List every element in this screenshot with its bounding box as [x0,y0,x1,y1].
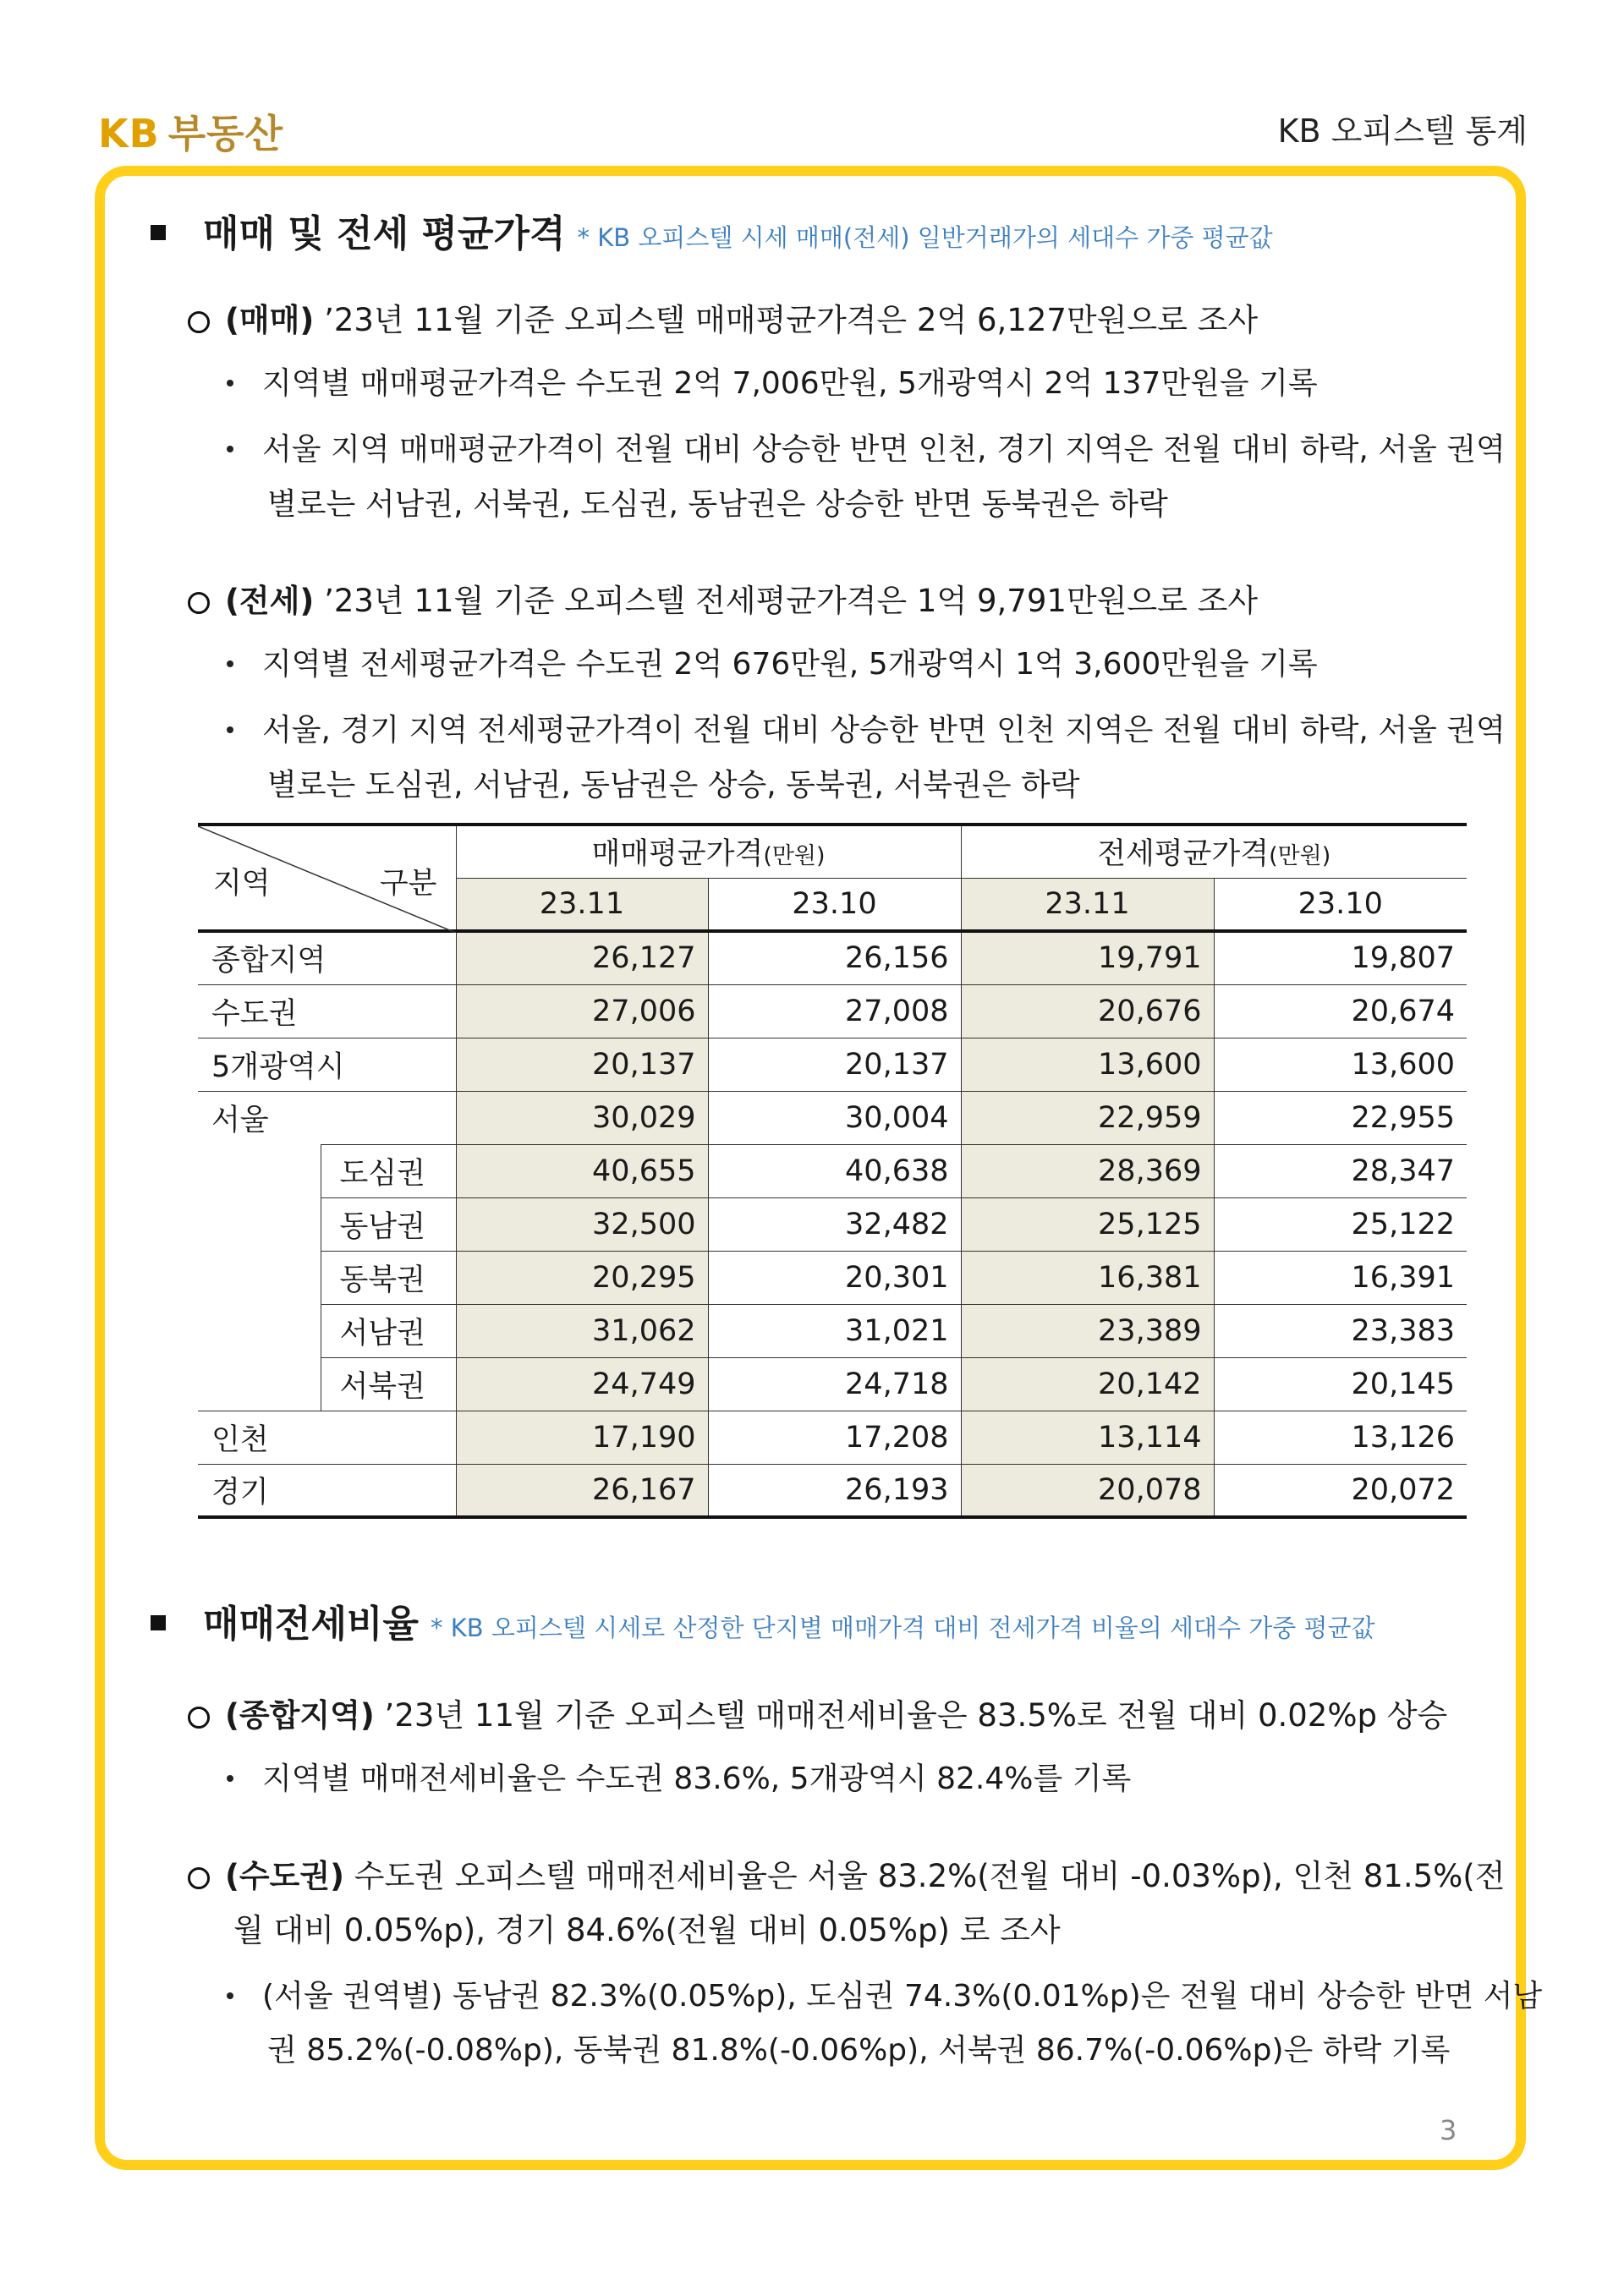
sale-tag: (매매) [225,302,315,338]
dot-bullet-icon [227,380,233,386]
table-row [198,1251,1467,1304]
value-cell: 20,676 [961,984,1214,1038]
section-price-heading [151,203,1273,257]
header-sale-unit: (만원) [763,843,826,870]
logo-kb: KB [98,111,160,156]
value-cell: 32,482 [708,1197,961,1251]
value-cell: 13,600 [961,1038,1214,1091]
sale-bullet-2-line1: 서울 지역 매매평균가격이 전월 대비 상승한 반면 인천, 경기 지역은 전월 대비 하락, 서울 권역 [262,432,1506,467]
jeonse-bullet-1 [227,640,1318,683]
logo-text: 부동산 [167,111,284,156]
table-row [198,1411,1467,1464]
table-row [198,1197,1467,1251]
value-cell: 24,749 [456,1357,708,1411]
value-cell: 28,347 [1214,1144,1467,1197]
value-cell: 20,078 [961,1464,1214,1517]
region-cell: 5개광역시 [198,1038,456,1091]
section-price-note: * KB 오피스텔 시세 매매(전세) 일반거래가의 세대수 가중 평균값 [577,223,1273,252]
value-cell: 23,389 [961,1304,1214,1357]
value-cell: 19,791 [961,931,1214,984]
dot-bullet-icon [227,446,233,452]
table-row [198,1464,1467,1517]
subregion-cell: 동북권 [321,1251,456,1304]
indent-cell [198,1197,321,1251]
value-cell: 20,301 [708,1251,961,1304]
table-body [198,931,1467,1517]
jeonse-bullet-2-line1: 서울, 경기 지역 전세평균가격이 전월 대비 상승한 반면 인천 지역은 전월 대비 하락, 서울 권역 [262,713,1506,748]
ratio-total-bullet-1 [227,1755,1131,1798]
indent-cell [198,1251,321,1304]
value-cell: 13,126 [1214,1411,1467,1464]
subregion-cell: 동남권 [321,1197,456,1251]
circle-bullet-icon [188,1707,210,1729]
region-cell: 인천 [198,1411,456,1464]
header-period: 23.10 [1214,878,1467,931]
corner-label-region: 지역 [213,867,271,901]
jeonse-summary [188,575,1258,621]
value-cell: 22,959 [961,1091,1214,1144]
value-cell: 26,156 [708,931,961,984]
circle-bullet-icon [188,592,210,614]
section-ratio-note: * KB 오피스텔 시세로 산정한 단지별 매매가격 대비 전세가격 비율의 세대수 가중 평균값 [431,1614,1375,1642]
square-bullet-icon [151,1615,166,1630]
sale-bullet-2 [227,425,1506,469]
sale-bullet-1 [227,359,1318,403]
dot-bullet-icon [227,1992,233,1999]
indent-cell [198,1357,321,1411]
header-jeonse-unit: (만원) [1269,843,1331,870]
region-cell: 종합지역 [198,931,456,984]
table-row [198,931,1467,984]
square-bullet-icon [151,225,166,240]
region-cell: 서울 [198,1091,456,1144]
header-period: 23.11 [961,878,1214,931]
value-cell: 30,004 [708,1091,961,1144]
header-sale-label: 매매평균가격 [591,837,764,872]
sale-bullet-2-line2: 별로는 서남권, 서북권, 도심권, 동남권은 상승한 반면 동북권은 하락 [267,487,1168,522]
value-cell: 27,008 [708,984,961,1038]
subregion-cell: 서남권 [321,1304,456,1357]
header-period: 23.10 [708,878,961,931]
value-cell: 25,122 [1214,1197,1467,1251]
value-cell: 20,145 [1214,1357,1467,1411]
value-cell: 22,955 [1214,1091,1467,1144]
value-cell: 27,006 [456,984,708,1038]
value-cell: 31,021 [708,1304,961,1357]
region-cell: 수도권 [198,984,456,1038]
ratio-capital-text-line2: 월 대비 0.05%p), 경기 84.6%(전월 대비 0.05%p) 로 조사 [233,1912,1061,1948]
value-cell: 40,638 [708,1144,961,1197]
header-jeonse-group [961,825,1467,878]
subregion-cell: 도심권 [321,1144,456,1197]
header-jeonse-label: 전세평균가격 [1097,837,1270,872]
value-cell: 20,137 [708,1038,961,1091]
sale-text: ’23년 11월 기준 오피스텔 매매평균가격은 2억 6,127만원으로 조사 [314,302,1259,338]
value-cell: 28,369 [961,1144,1214,1197]
value-cell: 25,125 [961,1197,1214,1251]
sale-summary [188,294,1258,340]
ratio-capital-bullet-1-line1: (서울 권역별) 동남권 82.3%(0.05%p), 도심권 74.3%(0.01%p)은 전월 대비 상승한 반면 서남 [262,1979,1543,2014]
value-cell: 20,295 [456,1251,708,1304]
page-number: 3 [1440,2114,1457,2146]
ratio-total-tag: (종합지역) [225,1697,375,1734]
header-sale-group [456,825,961,878]
indent-cell [198,1144,321,1197]
jeonse-bullet-1-text: 지역별 전세평균가격은 수도권 2억 676만원, 5개광역시 1억 3,600만원을 기록 [262,647,1318,682]
value-cell: 23,383 [1214,1304,1467,1357]
jeonse-bullet-2 [227,706,1506,749]
table-row [198,984,1467,1038]
ratio-capital-summary [188,1850,1506,1896]
section-ratio-heading [151,1593,1375,1647]
table-row [198,1304,1467,1357]
circle-bullet-icon [188,1867,210,1889]
value-cell: 19,807 [1214,931,1467,984]
kb-logo [98,103,283,159]
value-cell: 20,072 [1214,1464,1467,1517]
region-cell: 경기 [198,1464,456,1517]
value-cell: 20,142 [961,1357,1214,1411]
ratio-capital-bullet-1-line2: 권 85.2%(-0.08%p), 동북권 81.8%(-0.06%p), 서북권 86.7%(-0.06%p)은 하락 기록 [267,2033,1451,2068]
value-cell: 20,674 [1214,984,1467,1038]
dot-bullet-icon [227,1775,233,1782]
ratio-total-summary [188,1690,1447,1735]
section-price-title: 매매 및 전세 평균가격 [203,212,566,255]
indent-cell [198,1304,321,1357]
jeonse-text: ’23년 11월 기준 오피스텔 전세평균가격은 1억 9,791만원으로 조사 [314,583,1259,619]
table-row [198,1144,1467,1197]
section-ratio-title: 매매전세비율 [203,1603,420,1646]
table-row [198,1357,1467,1411]
price-table [198,823,1467,1519]
sale-bullet-1-text: 지역별 매매평균가격은 수도권 2억 7,006만원, 5개광역시 2억 137만원을 기록 [262,366,1318,401]
ratio-capital-tag: (수도권) [225,1858,345,1894]
value-cell: 26,167 [456,1464,708,1517]
jeonse-tag: (전세) [225,583,315,619]
header-period: 23.11 [456,878,708,931]
value-cell: 17,208 [708,1411,961,1464]
value-cell: 20,137 [456,1038,708,1091]
ratio-total-bullet-1-text: 지역별 매매전세비율은 수도권 83.6%, 5개광역시 82.4%를 기록 [262,1762,1132,1796]
value-cell: 17,190 [456,1411,708,1464]
dot-bullet-icon [227,660,233,667]
value-cell: 16,391 [1214,1251,1467,1304]
value-cell: 30,029 [456,1091,708,1144]
value-cell: 32,500 [456,1197,708,1251]
jeonse-bullet-2-line2: 별로는 도심권, 서남권, 동남권은 상승, 동북권, 서북권은 하락 [267,768,1080,803]
value-cell: 13,114 [961,1411,1214,1464]
value-cell: 24,718 [708,1357,961,1411]
document-title: KB 오피스텔 통계 [1277,112,1528,150]
subregion-cell: 서북권 [321,1357,456,1411]
table-corner-cell [198,825,456,931]
dot-bullet-icon [227,726,233,733]
corner-label-category: 구분 [379,867,437,901]
table-row [198,1038,1467,1091]
value-cell: 16,381 [961,1251,1214,1304]
value-cell: 26,127 [456,931,708,984]
value-cell: 40,655 [456,1144,708,1197]
ratio-capital-bullet-1 [227,1972,1542,2015]
value-cell: 31,062 [456,1304,708,1357]
ratio-total-text: ’23년 11월 기준 오피스텔 매매전세비율은 83.5%로 전월 대비 0.02%p 상승 [374,1697,1448,1734]
ratio-capital-text-line1: 수도권 오피스텔 매매전세비율은 서울 83.2%(전월 대비 -0.03%p), 인천 81.5%(전 [344,1858,1506,1894]
value-cell: 13,600 [1214,1038,1467,1091]
value-cell: 26,193 [708,1464,961,1517]
table-row [198,1091,1467,1144]
circle-bullet-icon [188,311,210,333]
